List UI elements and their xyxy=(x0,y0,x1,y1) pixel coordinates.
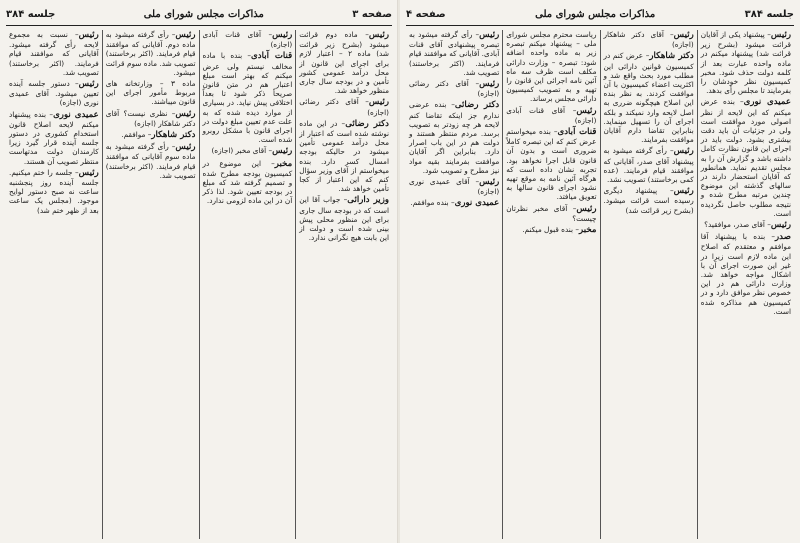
paragraph xyxy=(506,127,596,202)
speech-text: – پیشنهاد دیگری رسیده است قرائت میشود. (بشرح زیر قرائت شد) xyxy=(603,186,694,215)
paragraph xyxy=(604,186,694,215)
speaker-name: رئیس xyxy=(479,79,500,90)
speech-text: – جواب آقا این است که در بودجه سال جاری برای این منظور محلی پیش بینی شده است و دولت از این بابت هیچ نگرانی ندارد. xyxy=(299,195,389,243)
speech-text: – بنده با پیشنهاد آقا موافقم و معتقدم که اصلاح این ماده لازم است زیرا در غیر این صورت اجرای آن با اشکال مواجه خواهد شد. وزارت دارائی هم در این خصوص نظر موافق دارد و در کمیسیون هم مذاکره شده است. xyxy=(700,232,791,316)
speaker-name: رئیس xyxy=(78,30,99,40)
speech-text: – رأی گرفته میشود به ماده دوم. آقایانی که موافقند قیام فرمایند. (اکثر برخاستند) تصویب شد. ماده سوم قرائت میشود. xyxy=(105,30,196,77)
speech-text: – نسبت به مجموع لایحه رأی گرفته میشود. آقایانی که موافقند قیام فرمایند. (اکثر برخاستند) تصویب شد. xyxy=(9,30,99,77)
speech-text: – بنده با ماده مخالف نیستم ولی عرض میکنم که بهتر است مبلغ اعتبار هم در متن قانون صریحاً ذکر شود تا بعداً اختلافی پیش نیاید. در بسیاری از موارد دیده شده که به علت عدم تعیین مبلغ دولت در اجرای قانون با مشکل روبرو شده است. xyxy=(202,51,293,145)
paragraph xyxy=(9,79,99,108)
speaker-name: عمیدی نوری xyxy=(53,109,99,120)
paragraph xyxy=(299,195,389,242)
speech-text: – آقای دکتر رضائی (اجازه) xyxy=(299,97,389,117)
paragraph xyxy=(106,142,196,180)
paragraph xyxy=(203,159,293,206)
speaker-name: رئیس xyxy=(78,167,99,178)
speech-text: – آقای مخبر نظرتان چیست؟ xyxy=(506,203,597,223)
paragraph xyxy=(701,232,791,316)
speech-text: – رأی گرفته میشود به تبصره پیشنهادی آقای قنات آبادی. آقایانی که موافقند قیام فرمایند. (اکثر برخاستند) تصویب شد. xyxy=(409,30,500,77)
paragraph xyxy=(701,97,791,218)
speech-text: – بنده پیشنهاد میکنم لایحه اصلاح قانون استخدام کشوری در دستور جلسه آینده قرار گیرد زیرا کارمندان دولت مدتهاست منتظر تصویب آن هستند. xyxy=(9,109,99,166)
speech-text: – این موضوع در کمیسیون بودجه مطرح شده و تصمیم گرفته شد که مبلغ در بودجه تعیین شود. لذا ذکر آن در این ماده لزومی ندارد. xyxy=(202,158,293,206)
speaker-name: رئیس xyxy=(770,30,791,40)
paragraph xyxy=(299,30,389,95)
paragraph xyxy=(9,30,99,77)
speaker-name: رئیس xyxy=(479,30,500,40)
speaker-name: رئیس xyxy=(576,105,597,116)
paragraph xyxy=(604,146,694,184)
paragraph xyxy=(409,79,499,98)
paragraph xyxy=(106,130,196,140)
paragraph xyxy=(106,30,196,77)
paragraph xyxy=(203,30,293,49)
speech-text: – ماده دوم قرائت میشود (بشرح زیر قرائت شد) ماده ۲ – اعتبار لازم برای اجرای این قانون از محل درآمد عمومی کشور تأمین و در بودجه سال جاری منظور خواهد شد. xyxy=(299,30,390,96)
right-session-number: جلسه ۳۸۴ xyxy=(744,8,794,20)
paragraph xyxy=(409,30,499,77)
speech-text: – در این ماده نوشته شده است که اعتبار از محل درآمد عمومی تأمین میشود در حالیکه بودجه امسال کسر دارد. بنده میخواستم از آقای وزیر سؤال کنم که این اعتبار از کجا تأمین خواهد شد. xyxy=(299,118,389,194)
speech-text: – نظری نیست؟ آقای دکتر شاهکار (اجازه) xyxy=(105,108,196,128)
paragraph xyxy=(9,168,99,215)
column xyxy=(295,30,392,539)
left-page-number: صفحه ۳ xyxy=(352,8,392,20)
speaker-name: قنات آبادی xyxy=(251,51,293,62)
right-page-header xyxy=(406,3,794,26)
speaker-name: دکتر شاهکار xyxy=(151,130,196,141)
paragraph xyxy=(203,51,293,144)
right-columns xyxy=(406,30,794,539)
speech-text: – رأی گرفته میشود به ماده سوم آقایانی که موافقند قیام فرمایند. (اکثر برخاستند) تصویب شد. xyxy=(105,142,196,180)
speaker-name: رئیس xyxy=(479,177,500,188)
speaker-name: رئیس xyxy=(576,203,597,214)
column xyxy=(697,30,794,539)
speaker-name: رئیس xyxy=(673,146,694,157)
speaker-name: رئیس xyxy=(673,30,694,40)
speaker-name: رئیس xyxy=(175,108,196,119)
paragraph xyxy=(106,109,196,128)
speech-text: – عرض کنم در کمیسیون قوانین دارائی این مطلب مورد بحث واقع شد و اکثریت اعضاء کمیسیون با آن موافقت کردند. به نظر بنده این اصلاح هیچگونه ضرری به اصل لایحه وارد نمیکند و بلکه اجرای آن را تسهیل مینماید. بنابراین تقاضا دارم آقایان موافقت بفرمایند. xyxy=(603,51,694,145)
left-columns xyxy=(6,30,392,539)
speech-text: – بنده قبول میکنم. xyxy=(522,225,579,235)
speaker-name: وزیر دارائی xyxy=(347,195,389,206)
speaker-name: قنات آبادی xyxy=(557,127,597,138)
left-page-header xyxy=(6,3,392,26)
speech-text: ماده ۳ – وزارتخانه های مربوط مأمور اجرای این قانون میباشند. xyxy=(105,79,196,107)
speaker-name: رئیس xyxy=(175,142,196,153)
speech-text: – جلسه را ختم میکنیم. جلسه آینده روز پنجشنبه ساعت نه صبح دستور لوایح موجود. (مجلس یک ساعت بعد از ظهر ختم شد) xyxy=(9,167,99,215)
column xyxy=(199,30,296,539)
paragraph xyxy=(506,106,596,125)
speech-text: – آقای صدر، موافقید؟ xyxy=(704,220,771,230)
speech-text: – موافقم. xyxy=(121,130,152,140)
paragraph xyxy=(299,97,389,116)
paragraph xyxy=(604,51,694,144)
speaker-name: رئیس xyxy=(272,146,293,157)
paragraph xyxy=(701,30,791,95)
speaker-name: صدر xyxy=(775,232,791,243)
speech-text: – بنده عرض میکنم که این لایحه از نظر اصولی مورد موافقت است ولی در جزئیات آن باید دقت بیشتری بشود. دولت باید در اجرای این قانون نظارت کامل داشته باشد و گزارش آن را به مجلس تقدیم نماید. همانطور که آقایان استحضار دارند در سالهای گذشته این موضوع چندین مرتبه مطرح شده و نتیجه مطلوب حاصل نگردیده است. xyxy=(700,97,791,218)
speaker-name: رئیس xyxy=(272,30,293,40)
paragraph xyxy=(9,110,99,166)
speaker-name: رئیس xyxy=(770,220,791,231)
speech-text: – آقای دکتر رضائی (اجازه) xyxy=(409,79,500,99)
speaker-name: مخبر xyxy=(274,158,293,169)
paragraph xyxy=(409,177,499,196)
speaker-name: عمیدی نوری xyxy=(454,198,500,209)
paragraph xyxy=(506,225,596,235)
speech-text: – آقای قنات آبادی (اجازه) xyxy=(202,30,293,50)
speaker-name: دکتر رضائی xyxy=(454,100,500,111)
right-page-title: مذاکرات مجلس شورای ملی xyxy=(535,8,656,20)
column xyxy=(502,30,599,539)
paragraph xyxy=(299,119,389,194)
speaker-name: مخبر xyxy=(579,225,597,236)
speech-text: – دستور جلسه آینده تعیین میشود. آقای عمیدی نوری (اجازه) xyxy=(9,79,99,108)
column xyxy=(406,30,502,539)
speech-text: – بنده عرضی ندارم جز اینکه تقاضا کنم لایحه هر چه زودتر به تصویب برسد. مردم منتظر هستند و دولت هم در این باب اصرار دارد. بنابراین اگر آقایان موافقت بفرمایند بقیه مواد نیز مطرح و تصویب شود. xyxy=(409,100,500,175)
speech-text: ریاست محترم مجلس شورای ملی – پیشنهاد میکنم تبصره زیر به ماده واحده اضافه شود: تبصره – وزارت دارائی مکلف است ظرف سه ماه آئین نامه اجرائی این قانون را تهیه و به تصویب کمیسیون دارائی مجلس برساند. xyxy=(506,30,597,104)
speaker-name: رئیس xyxy=(78,79,99,90)
speaker-name: رئیس xyxy=(175,30,196,40)
paragraph xyxy=(701,220,791,230)
left-page xyxy=(0,0,398,543)
speech-text: – رأی گرفته میشود به پیشنهاد آقای صدر، آقایانی که موافقند قیام فرمایند. (عده کمی برخاستند) تصویب نشد. xyxy=(603,146,694,185)
paragraph xyxy=(604,30,694,49)
right-page-number: صفحه ۴ xyxy=(406,8,446,20)
speech-text: – آقای دکتر شاهکار (اجازه) xyxy=(603,30,694,50)
left-session-number: جلسه ۳۸۴ xyxy=(6,8,56,20)
speech-text: – آقای مخبر (اجازه) xyxy=(211,146,273,156)
paragraph xyxy=(409,100,499,175)
speech-text: – آقای عمیدی نوری (اجازه) xyxy=(409,177,500,197)
speaker-name: عمیدی نوری xyxy=(743,97,791,108)
speech-text: – بنده میخواستم عرض کنم که این تبصره کاملاً ضروری است و بدون آن قانون قابل اجرا نخواهد بود. تجربه نشان داده است که هرگاه آئین نامه به موقع تهیه نشود اجرای قانون سالها به تعویق میافتد. xyxy=(506,127,597,202)
right-page xyxy=(400,0,800,543)
speaker-name: دکتر رضائی xyxy=(345,118,389,129)
paragraph xyxy=(203,146,293,156)
speaker-name: رئیس xyxy=(368,30,389,40)
column xyxy=(6,30,102,539)
speech-text: – پیشنهاد یکی از آقایان قرائت میشود (بشرح زیر قرائت شد) پیشنهاد میکنم در ماده واحده عبارت بعد از کلمه دولت حذف شود. مخبر کمیسیون نظر خودشان را بفرمایند تا مجلس رأی بدهد. xyxy=(700,30,791,96)
column xyxy=(102,30,199,539)
paragraph xyxy=(506,204,596,223)
column xyxy=(600,30,697,539)
speech-text: – بنده موافقم. xyxy=(410,198,455,208)
paragraph xyxy=(409,198,499,208)
speaker-name: دکتر شاهکار xyxy=(649,51,694,62)
paragraph xyxy=(106,79,196,107)
paragraph xyxy=(506,30,596,104)
speaker-name: رئیس xyxy=(673,186,694,197)
speech-text: – آقای قنات آبادی (اجازه) xyxy=(506,105,597,125)
speaker-name: رئیس xyxy=(368,97,389,108)
left-page-title: مذاکرات مجلس شورای ملی xyxy=(143,8,264,20)
